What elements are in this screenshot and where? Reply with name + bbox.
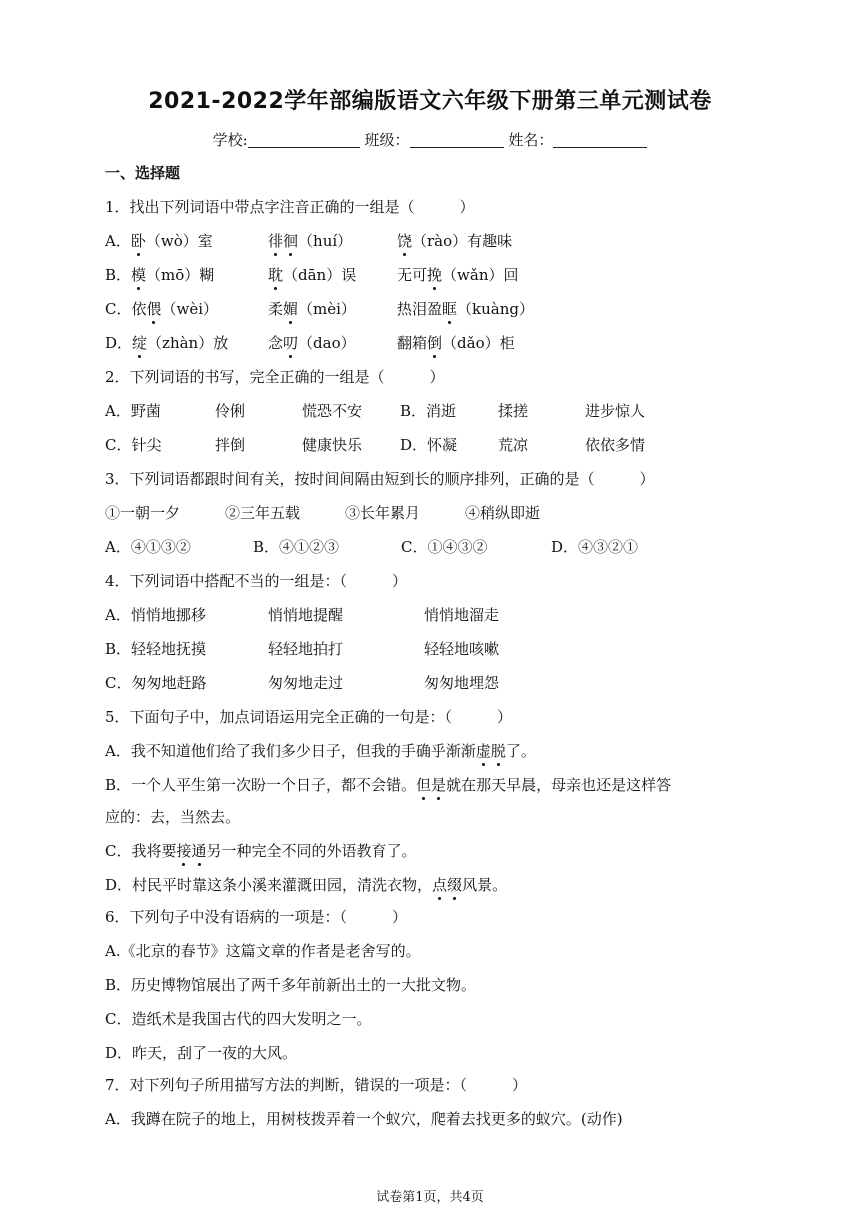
dotted-char: 耽: [268, 266, 284, 284]
section-heading: 一、选择题: [105, 164, 181, 182]
question-7-stem: 7．对下列句子所用描写方法的判断，错误的一项是：（ ）: [105, 1076, 528, 1094]
question-3-stem: 3．下列词语都跟时间有关，按时间间隔由短到长的顺序排列，正确的是（ ）: [105, 470, 655, 488]
page-title: 2021-2022学年部编版语文六年级下册第三单元测试卷: [148, 89, 712, 114]
question-6-option-a: A.《北京的春节》这篇文章的作者是老舍写的。: [105, 942, 421, 960]
dotted-char: 点: [432, 876, 448, 894]
dotted-char: 偎: [146, 300, 162, 318]
question-1-option-a: A．卧（wò）室 徘徊（huí） 饶（rào）有趣味: [105, 232, 513, 250]
page-footer: 试卷第1页，共4页: [376, 1190, 484, 1205]
dotted-char: 脱: [490, 742, 506, 760]
question-2-stem: 2．下列词语的书写，完全正确的一组是（ ）: [105, 368, 445, 386]
question-6-option-c: C．造纸术是我国古代的四大发明之一。: [105, 1010, 372, 1028]
dotted-char: 模: [131, 266, 147, 284]
dotted-char: 挽: [427, 266, 443, 284]
school-label: 学校:: [212, 131, 248, 149]
question-1-option-d: D．绽（zhàn）放 念叨（dao） 翻箱倒（dǎo）柜: [105, 334, 515, 352]
question-4-stem: 4．下列词语中搭配不当的一组是：（ ）: [105, 572, 408, 590]
dotted-char: 叨: [283, 334, 299, 352]
dotted-char: 接: [176, 842, 192, 860]
question-5-option-c: C．我将要接通另一种完全不同的外语教育了。: [105, 842, 417, 860]
question-5-option-a: A．我不知道他们给了我们多少日子，但我的手确乎渐渐虚脱了。: [105, 742, 536, 760]
dotted-char: 徘: [268, 232, 284, 250]
dotted-char: 缀: [447, 876, 463, 894]
question-4-option-c: C．匆匆地赶路 匆匆地走过 匆匆地埋怨: [105, 674, 500, 692]
question-5-stem: 5．下面句子中，加点词语运用完全正确的一句是：（ ）: [105, 708, 513, 726]
dotted-char: 徊: [283, 232, 299, 250]
question-4-option-a: A．悄悄地挪移 悄悄地提醒 悄悄地溜走: [105, 606, 500, 624]
school-blank[interactable]: [248, 131, 360, 148]
question-1-option-b: B．模（mō）糊 耽（dān）误 无可挽（wǎn）回: [105, 266, 519, 284]
dotted-char: 饶: [397, 232, 413, 250]
question-6-stem: 6．下列句子中没有语病的一项是：（ ）: [105, 908, 408, 926]
dotted-char: 虚: [475, 742, 491, 760]
question-3-options: A．④①③② B．④①②③ C．①④③② D．④③②①: [105, 538, 639, 556]
class-label: 班级：: [364, 131, 410, 149]
question-5-option-b: B．一个人平生第一次盼一个日子，都不会错。但是就在那天早晨，母亲也还是这样答: [105, 776, 672, 794]
dotted-char: 倒: [427, 334, 443, 352]
dotted-char: 是: [431, 776, 447, 794]
dotted-char: 绽: [132, 334, 148, 352]
question-1-stem: 1．找出下列词语中带点字注音正确的一组是（ ）: [105, 198, 475, 216]
name-label: 姓名：: [508, 131, 554, 149]
dotted-char: 但: [416, 776, 432, 794]
student-info-line: [0, 129, 860, 150]
dotted-char: 眶: [442, 300, 458, 318]
question-2-row-1: A．野菌 伶俐 慌恐不安 B．消逝 揉搓 进步惊人: [105, 402, 646, 420]
question-1-option-c: C．依偎（wèi） 柔媚（mèi） 热泪盈眶（kuàng）: [105, 300, 534, 318]
dotted-char: 卧: [130, 232, 146, 250]
name-blank[interactable]: [553, 131, 647, 148]
question-5-option-d: D．村民平时靠这条小溪来灌溉田园，清洗衣物，点缀风景。: [105, 876, 508, 894]
question-7-option-a: A．我蹲在院子的地上，用树枝拨弄着一个蚁穴，爬着去找更多的蚁穴。(动作): [105, 1110, 623, 1128]
question-5-option-b-continued: 应的：去，当然去。: [105, 808, 241, 826]
question-6-option-b: B．历史博物馆展出了两千多年前新出土的一大批文物。: [105, 976, 477, 994]
question-6-option-d: D．昨天，刮了一夜的大风。: [105, 1044, 298, 1062]
question-2-row-2: C．针尖 拌倒 健康快乐 D．怀凝 荒凉 依依多情: [105, 436, 646, 454]
question-4-option-b: B．轻轻地抚摸 轻轻地拍打 轻轻地咳嗽: [105, 640, 500, 658]
class-blank[interactable]: [410, 131, 504, 148]
dotted-char: 媚: [283, 300, 299, 318]
question-3-items: ①一朝一夕 ②三年五载 ③长年累月 ④稍纵即逝: [105, 504, 541, 522]
dotted-char: 通: [191, 842, 207, 860]
